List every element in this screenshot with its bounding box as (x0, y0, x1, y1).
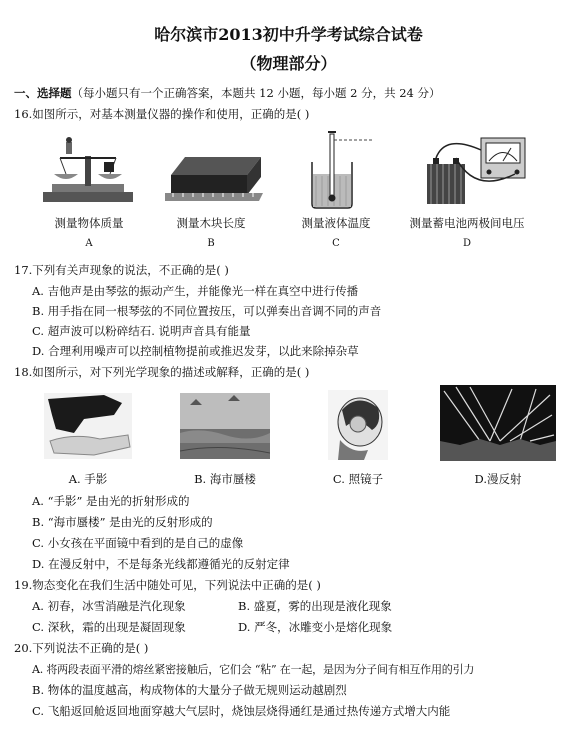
q18-caption-c: C. 照镜子 (332, 472, 384, 486)
balance-scale-icon (38, 134, 138, 210)
q16-letter-c: C (332, 238, 340, 249)
q18-option-a: A. “手影” 是由光的折射形成的 (32, 494, 190, 508)
q19-option-d: D. 严冬，冰雕变小是熔化现象 (238, 620, 393, 634)
thermometer-beaker-icon (298, 130, 378, 210)
q16-caption-b: 测量木块长度 (176, 216, 246, 230)
section-note: （每小题只有一个正确答案，本题共 12 小题，每小题 2 分，共 24 分） (71, 86, 441, 100)
q16-letter-d: D (462, 238, 472, 249)
battery-voltmeter-icon (415, 134, 531, 210)
hand-shadow-icon (44, 393, 132, 459)
mirage-icon (180, 393, 270, 459)
section-heading: 一、选择题 (14, 86, 72, 100)
q16-stem: 16.如图所示，对基本测量仪器的操作和使用，正确的是( ) (14, 107, 310, 121)
q20-option-b: B. 物体的温度越高，构成物体的大量分子做无规则运动越剧烈 (32, 683, 347, 697)
q18-caption-d: D.漫反射 (474, 472, 522, 486)
q18-stem: 18.如图所示，对下列光学现象的描述或解释，正确的是( ) (14, 365, 310, 379)
q17-option-d: D. 合理利用噪声可以控制植物提前或推迟发芽，以此来除掉杂草 (32, 344, 359, 358)
page-title: 哈尔滨市2013初中升学考试综合试卷 (154, 25, 423, 44)
ruler-block-icon (163, 145, 268, 205)
q16-letter-a: A (85, 238, 93, 249)
q19-option-c: C. 深秋，霜的出现是凝固现象 (32, 620, 186, 634)
q20-option-a: A. 将两段表面平滑的熔丝紧密接触后，它们会 “粘” 在一起，是因为分子间有相互作用的引力 (32, 663, 475, 676)
page-subtitle: （物理部分） (240, 54, 337, 73)
q18-option-b: B. “海市蜃楼” 是由光的反射形成的 (32, 515, 213, 529)
q17-option-a: A. 吉他声是由琴弦的振动产生，并能像光一样在真空中进行传播 (32, 284, 359, 298)
q17-stem: 17.下列有关声现象的说法，不正确的是( ) (14, 263, 229, 277)
q18-option-c: C. 小女孩在平面镜中看到的是自己的虚像 (32, 536, 244, 550)
q19-option-a: A. 初春，冰雪消融是汽化现象 (32, 599, 186, 613)
q20-option-c: C. 飞船返回舱返回地面穿越大气层时，烧蚀层烧得通红是通过热传递方式增大内能 (32, 704, 451, 718)
q18-caption-b: B. 海市蜃楼 (194, 472, 256, 486)
q20-stem: 20.下列说法不正确的是( ) (14, 641, 149, 655)
q16-letter-b: B (207, 238, 215, 249)
q16-caption-a: 测量物体质量 (54, 216, 124, 230)
q16-caption-c: 测量液体温度 (301, 216, 371, 230)
q19-option-b: B. 盛夏，雾的出现是液化现象 (238, 599, 392, 613)
q18-caption-a: A. 手影 (68, 472, 108, 486)
diffuse-reflection-icon (440, 385, 556, 461)
q18-option-d: D. 在漫反射中，不是每条光线都遵循光的反射定律 (32, 557, 290, 571)
section-heading-row (14, 85, 441, 101)
girl-mirror-icon (328, 390, 388, 460)
q17-option-b: B. 用手指在同一根琴弦的不同位置按压，可以弹奏出音调不同的声音 (32, 304, 382, 318)
q16-caption-d: 测量蓄电池两极间电压 (409, 216, 525, 230)
q17-option-c: C. 超声波可以粉碎结石. 说明声音具有能量 (32, 324, 251, 338)
q19-stem: 19.物态变化在我们生活中随处可见，下列说法中正确的是( ) (14, 578, 321, 592)
